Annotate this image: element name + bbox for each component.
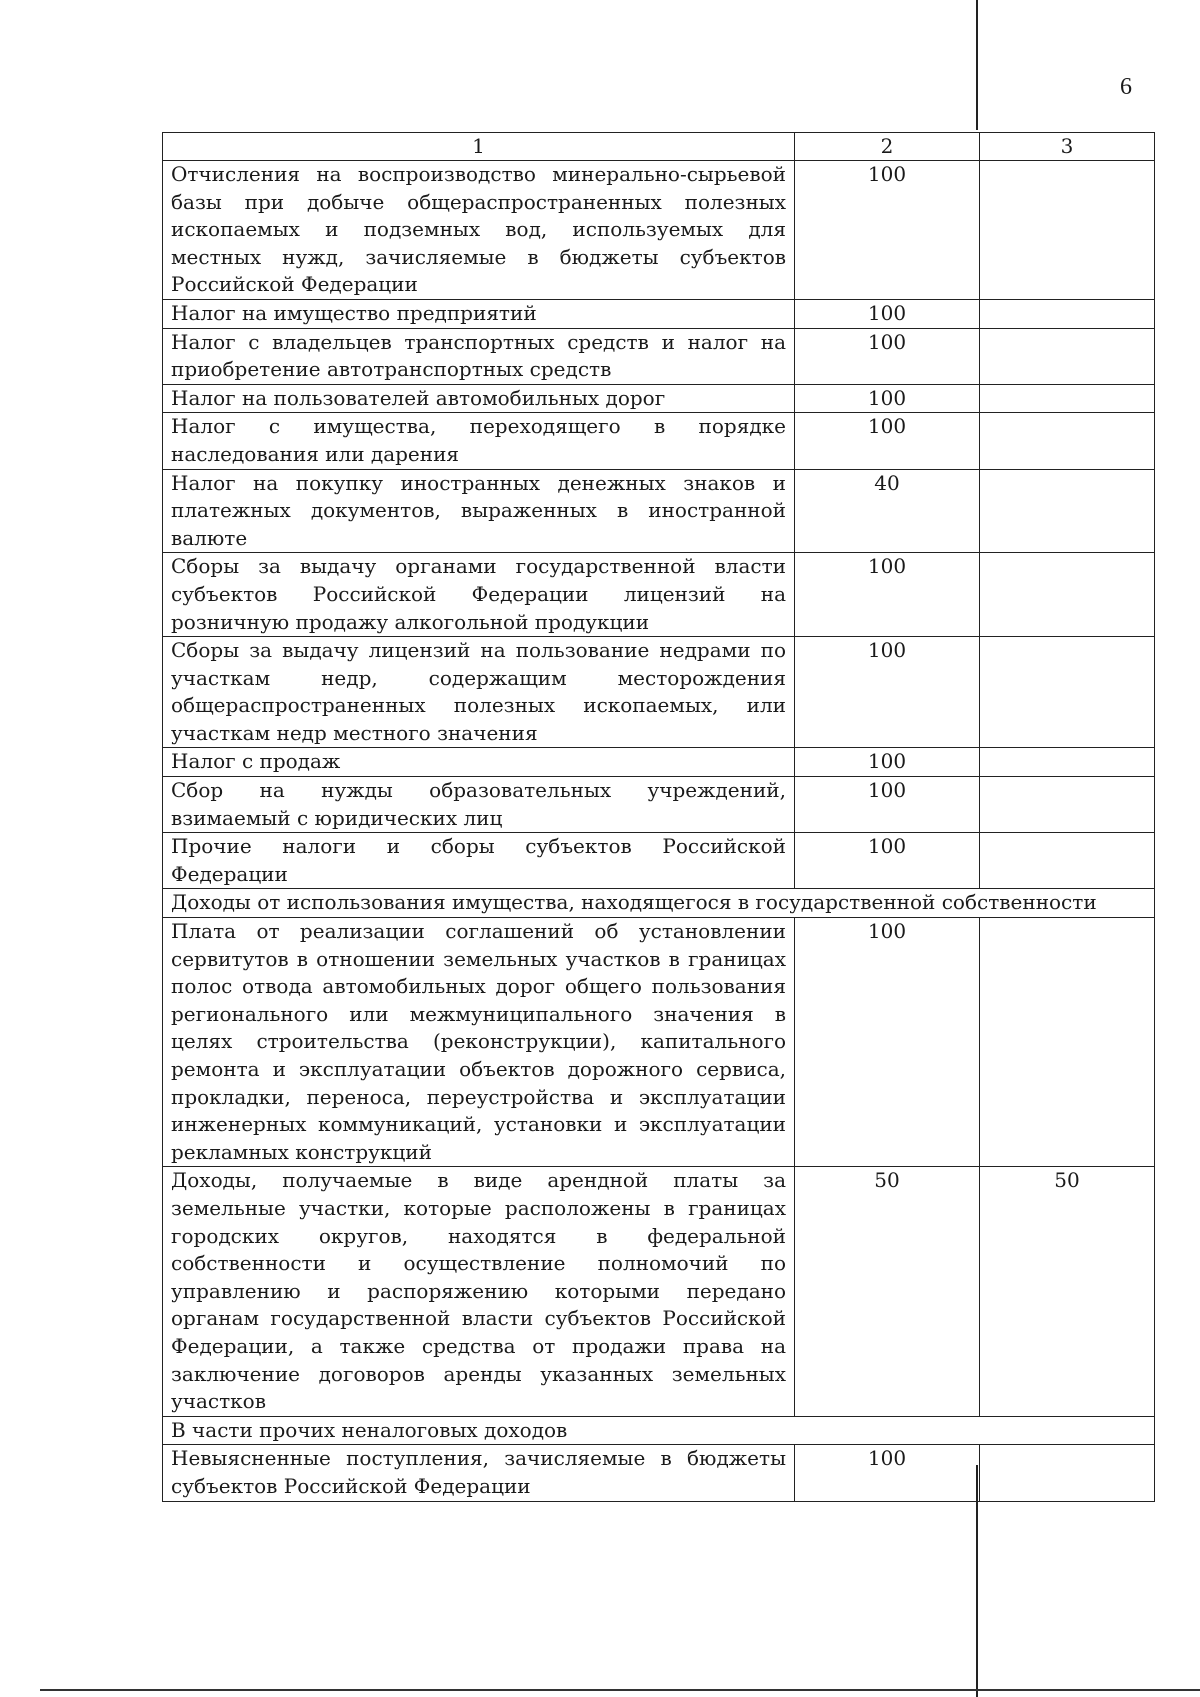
table-row <box>163 1167 1155 1416</box>
section-title: В части прочих неналоговых доходов <box>163 1416 1155 1445</box>
revenue-description: Прочие налоги и сборы субъектов Российской Федерации <box>163 833 795 889</box>
percent-col-3 <box>980 469 1155 553</box>
percent-col-3 <box>980 413 1155 469</box>
percent-col-3: 50 <box>980 1167 1155 1416</box>
revenue-description: Налог на имущество предприятий <box>163 299 795 328</box>
revenue-distribution-table <box>162 132 1155 1502</box>
section-title: Доходы от использования имущества, находящегося в государственной собственности <box>163 889 1155 918</box>
percent-col-3 <box>980 1445 1155 1501</box>
table-row <box>163 777 1155 833</box>
header-col-2: 2 <box>795 133 980 161</box>
margin-line-top <box>976 0 978 130</box>
revenue-description: Сборы за выдачу органами государственной власти субъектов Российской Федерации лицензий на розничную продажу алкогольной продукции <box>163 553 795 637</box>
percent-col-3 <box>980 748 1155 777</box>
percent-col-2: 100 <box>795 553 980 637</box>
revenue-description: Плата от реализации соглашений об установлении сервитутов в отношении земельных участков в границах полос отвода автомобильных дорог общего пользования регионального или межмуниципального значения в целях строительства (реконструкции), капитального ремонта и эксплуатации объектов дорожного сервиса, прокладки, переноса, переустройства и эксплуатации инженерных коммуникаций, установки и эксплуатации рекламных конструкций <box>163 918 795 1167</box>
table-row <box>163 328 1155 384</box>
table-row <box>163 384 1155 413</box>
revenue-description: Налог с имущества, переходящего в порядке наследования или дарения <box>163 413 795 469</box>
table-row <box>163 637 1155 748</box>
percent-col-3 <box>980 299 1155 328</box>
table-row <box>163 1445 1155 1501</box>
percent-col-2: 100 <box>795 384 980 413</box>
percent-col-2: 100 <box>795 413 980 469</box>
percent-col-2: 100 <box>795 1445 980 1501</box>
percent-col-3 <box>980 553 1155 637</box>
table-row <box>163 469 1155 553</box>
percent-col-2: 40 <box>795 469 980 553</box>
percent-col-2: 50 <box>795 1167 980 1416</box>
percent-col-2: 100 <box>795 833 980 889</box>
revenue-description: Отчисления на воспроизводство минерально-сырьевой базы при добыче общераспространенных полезных ископаемых и подземных вод, используемых для местных нужд, зачисляемые в бюджеты субъектов Российской Федерации <box>163 161 795 300</box>
percent-col-3 <box>980 384 1155 413</box>
percent-col-2: 100 <box>795 918 980 1167</box>
revenue-description: Сборы за выдачу лицензий на пользование недрами по участкам недр, содержащим месторождения общераспространенных полезных ископаемых, или участкам недр местного значения <box>163 637 795 748</box>
percent-col-2: 100 <box>795 748 980 777</box>
percent-col-3 <box>980 161 1155 300</box>
table-header-row <box>163 133 1155 161</box>
table-row <box>163 918 1155 1167</box>
header-col-1: 1 <box>163 133 795 161</box>
percent-col-2: 100 <box>795 777 980 833</box>
bottom-edge-line <box>40 1689 1200 1691</box>
table-row <box>163 833 1155 889</box>
revenue-description: Налог с продаж <box>163 748 795 777</box>
table-row <box>163 553 1155 637</box>
percent-col-3 <box>980 328 1155 384</box>
section-header-row <box>163 1416 1155 1445</box>
percent-col-2: 100 <box>795 637 980 748</box>
percent-col-3 <box>980 777 1155 833</box>
percent-col-2: 100 <box>795 328 980 384</box>
revenue-description: Налог с владельцев транспортных средств и налог на приобретение автотранспортных средств <box>163 328 795 384</box>
page-number: 6 <box>1120 74 1132 100</box>
revenue-description: Налог на покупку иностранных денежных знаков и платежных документов, выраженных в иностранной валюте <box>163 469 795 553</box>
percent-col-3 <box>980 918 1155 1167</box>
header-col-3: 3 <box>980 133 1155 161</box>
table-row <box>163 413 1155 469</box>
revenue-description: Невыясненные поступления, зачисляемые в бюджеты субъектов Российской Федерации <box>163 1445 795 1501</box>
percent-col-2: 100 <box>795 161 980 300</box>
revenue-description: Сбор на нужды образовательных учреждений, взимаемый с юридических лиц <box>163 777 795 833</box>
section-header-row <box>163 889 1155 918</box>
table-row <box>163 299 1155 328</box>
revenue-description: Налог на пользователей автомобильных дорог <box>163 384 795 413</box>
percent-col-3 <box>980 637 1155 748</box>
table-row <box>163 748 1155 777</box>
revenue-description: Доходы, получаемые в виде арендной платы за земельные участки, которые расположены в границах городских округов, находятся в федеральной собственности и осуществление полномочий по управлению и распоряжению которыми передано органам государственной власти субъектов Российской Федерации, а также средства от продажи права на заключение договоров аренды указанных земельных участков <box>163 1167 795 1416</box>
percent-col-3 <box>980 833 1155 889</box>
table-row <box>163 161 1155 300</box>
percent-col-2: 100 <box>795 299 980 328</box>
